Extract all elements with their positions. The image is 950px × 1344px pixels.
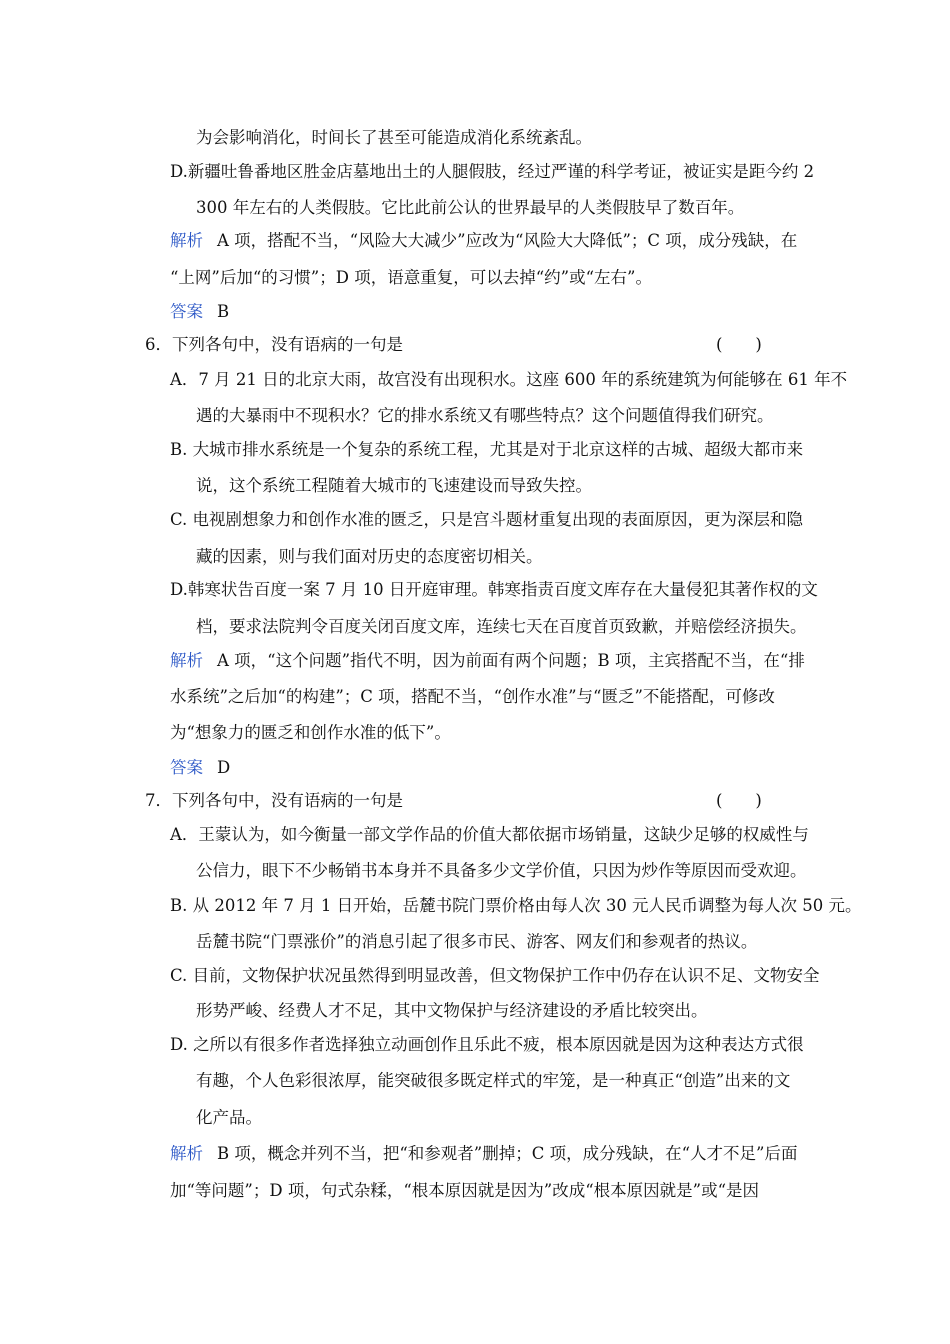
q7-option-c-cont: 形势严峻、经费人才不足，其中文物保护与经济建设的矛盾比较突出。 <box>196 1001 708 1020</box>
answer-value: B <box>217 302 230 321</box>
q6-analysis-cont: 水系统”之后加“的构建”；C 项，搭配不当，“创作水准”与“匮乏”不能搭配，可修改 <box>170 687 775 706</box>
q7-option-d: D. 之所以有很多作者选择独立动画创作且乐此不疲，根本原因就是因为这种表达方式很 <box>170 1035 804 1054</box>
q7-analysis-cont: 加“等问题”；D 项，句式杂糅，“根本原因就是因为”改成“根本原因就是”或“是因 <box>170 1181 760 1200</box>
q6-option-a: A．7 月 21 日的北京大雨，故宫没有出现积水。这座 600 年的系统建筑为何能够在 61 年不 <box>170 370 848 389</box>
q5-analysis <box>170 229 797 253</box>
analysis-label: 解析 <box>170 231 203 250</box>
q7-option-a-cont: 公信力，眼下不少畅销书本身并不具备多少文学价值，只因为炒作等原因而受欢迎。 <box>196 861 807 880</box>
analysis-label: 解析 <box>170 1144 203 1163</box>
answer-label: 答案 <box>170 302 203 321</box>
q7-option-c: C. 目前，文物保护状况虽然得到明显改善，但文物保护工作中仍存在认识不足、文物安全 <box>170 966 820 985</box>
analysis-text: A 项，搭配不当，“风险大大减少”应改为“风险大大降低”；C 项，成分残缺，在 <box>217 231 798 250</box>
q6-option-b: B. 大城市排水系统是一个复杂的系统工程，尤其是对于北京这样的古城、超级大都市来 <box>170 440 804 459</box>
q5-answer <box>170 300 229 324</box>
q7-option-b-cont: 岳麓书院“门票涨价”的消息引起了很多市民、游客、网友们和参观者的热议。 <box>196 932 758 951</box>
q6-option-d-cont: 档，要求法院判令百度关闭百度文库，连续七天在百度首页致歉，并赔偿经济损失。 <box>196 617 807 636</box>
q6-option-a-cont: 遇的大暴雨中不现积水？它的排水系统又有哪些特点？这个问题值得我们研究。 <box>196 406 774 425</box>
analysis-text: A 项，“这个问题”指代不明，因为前面有两个问题；B 项，主宾搭配不当，在“排 <box>217 651 805 670</box>
q7-option-a: A．王蒙认为，如今衡量一部文学作品的价值大都依据市场销量，这缺少足够的权威性与 <box>170 825 809 844</box>
q6-option-b-cont: 说，这个系统工程随着大城市的飞速建设而导致失控。 <box>196 476 592 495</box>
q5-analysis-cont: “上网”后加“的习惯”；D 项，语意重复，可以去掉“约”或“左右”。 <box>170 268 652 287</box>
q5-option-d: D.新疆吐鲁番地区胜金店墓地出土的人腿假肢，经过严谨的科学考证，被证实是距今约 2 <box>170 162 815 181</box>
q6-stem: 6．下列各句中，没有语病的一句是 <box>145 335 403 354</box>
q7-option-b: B. 从 2012 年 7 月 1 日开始，岳麓书院门票价格由每人次 30 元人民币调整为每人次 50 元。 <box>170 896 862 915</box>
answer-label: 答案 <box>170 758 203 777</box>
q6-analysis <box>170 649 805 673</box>
q7-answer-paren: ( ) <box>716 791 762 810</box>
q6-option-c: C. 电视剧想象力和创作水准的匮乏，只是宫斗题材重复出现的表面原因，更为深层和隐 <box>170 510 804 529</box>
analysis-text: B 项，概念并列不当，把“和参观者”删掉；C 项，成分残缺，在“人才不足”后面 <box>217 1144 798 1163</box>
q7-analysis <box>170 1142 797 1166</box>
q7-stem: 7．下列各句中，没有语病的一句是 <box>145 791 403 810</box>
analysis-label: 解析 <box>170 651 203 670</box>
q6-answer <box>170 756 230 780</box>
q5-option-c-cont: 为会影响消化，时间长了甚至可能造成消化系统紊乱。 <box>196 128 592 147</box>
q6-answer-paren: ( ) <box>716 335 762 354</box>
q5-option-d-cont: 300 年左右的人类假肢。它比此前公认的世界最早的人类假肢早了数百年。 <box>196 198 745 217</box>
q7-option-d-cont: 有趣，个人色彩很浓厚，能突破很多既定样式的牢笼，是一种真正“创造”出来的文 <box>196 1071 791 1090</box>
q6-option-c-cont: 藏的因素，则与我们面对历史的态度密切相关。 <box>196 547 543 566</box>
answer-value: D <box>217 758 231 777</box>
q6-option-d: D.韩寒状告百度一案 7 月 10 日开庭审理。韩寒指责百度文库存在大量侵犯其著作权的文 <box>170 580 818 599</box>
q6-analysis-cont2: 为“想象力的匮乏和创作水准的低下”。 <box>170 723 451 742</box>
q7-option-d-cont2: 化产品。 <box>196 1108 262 1127</box>
